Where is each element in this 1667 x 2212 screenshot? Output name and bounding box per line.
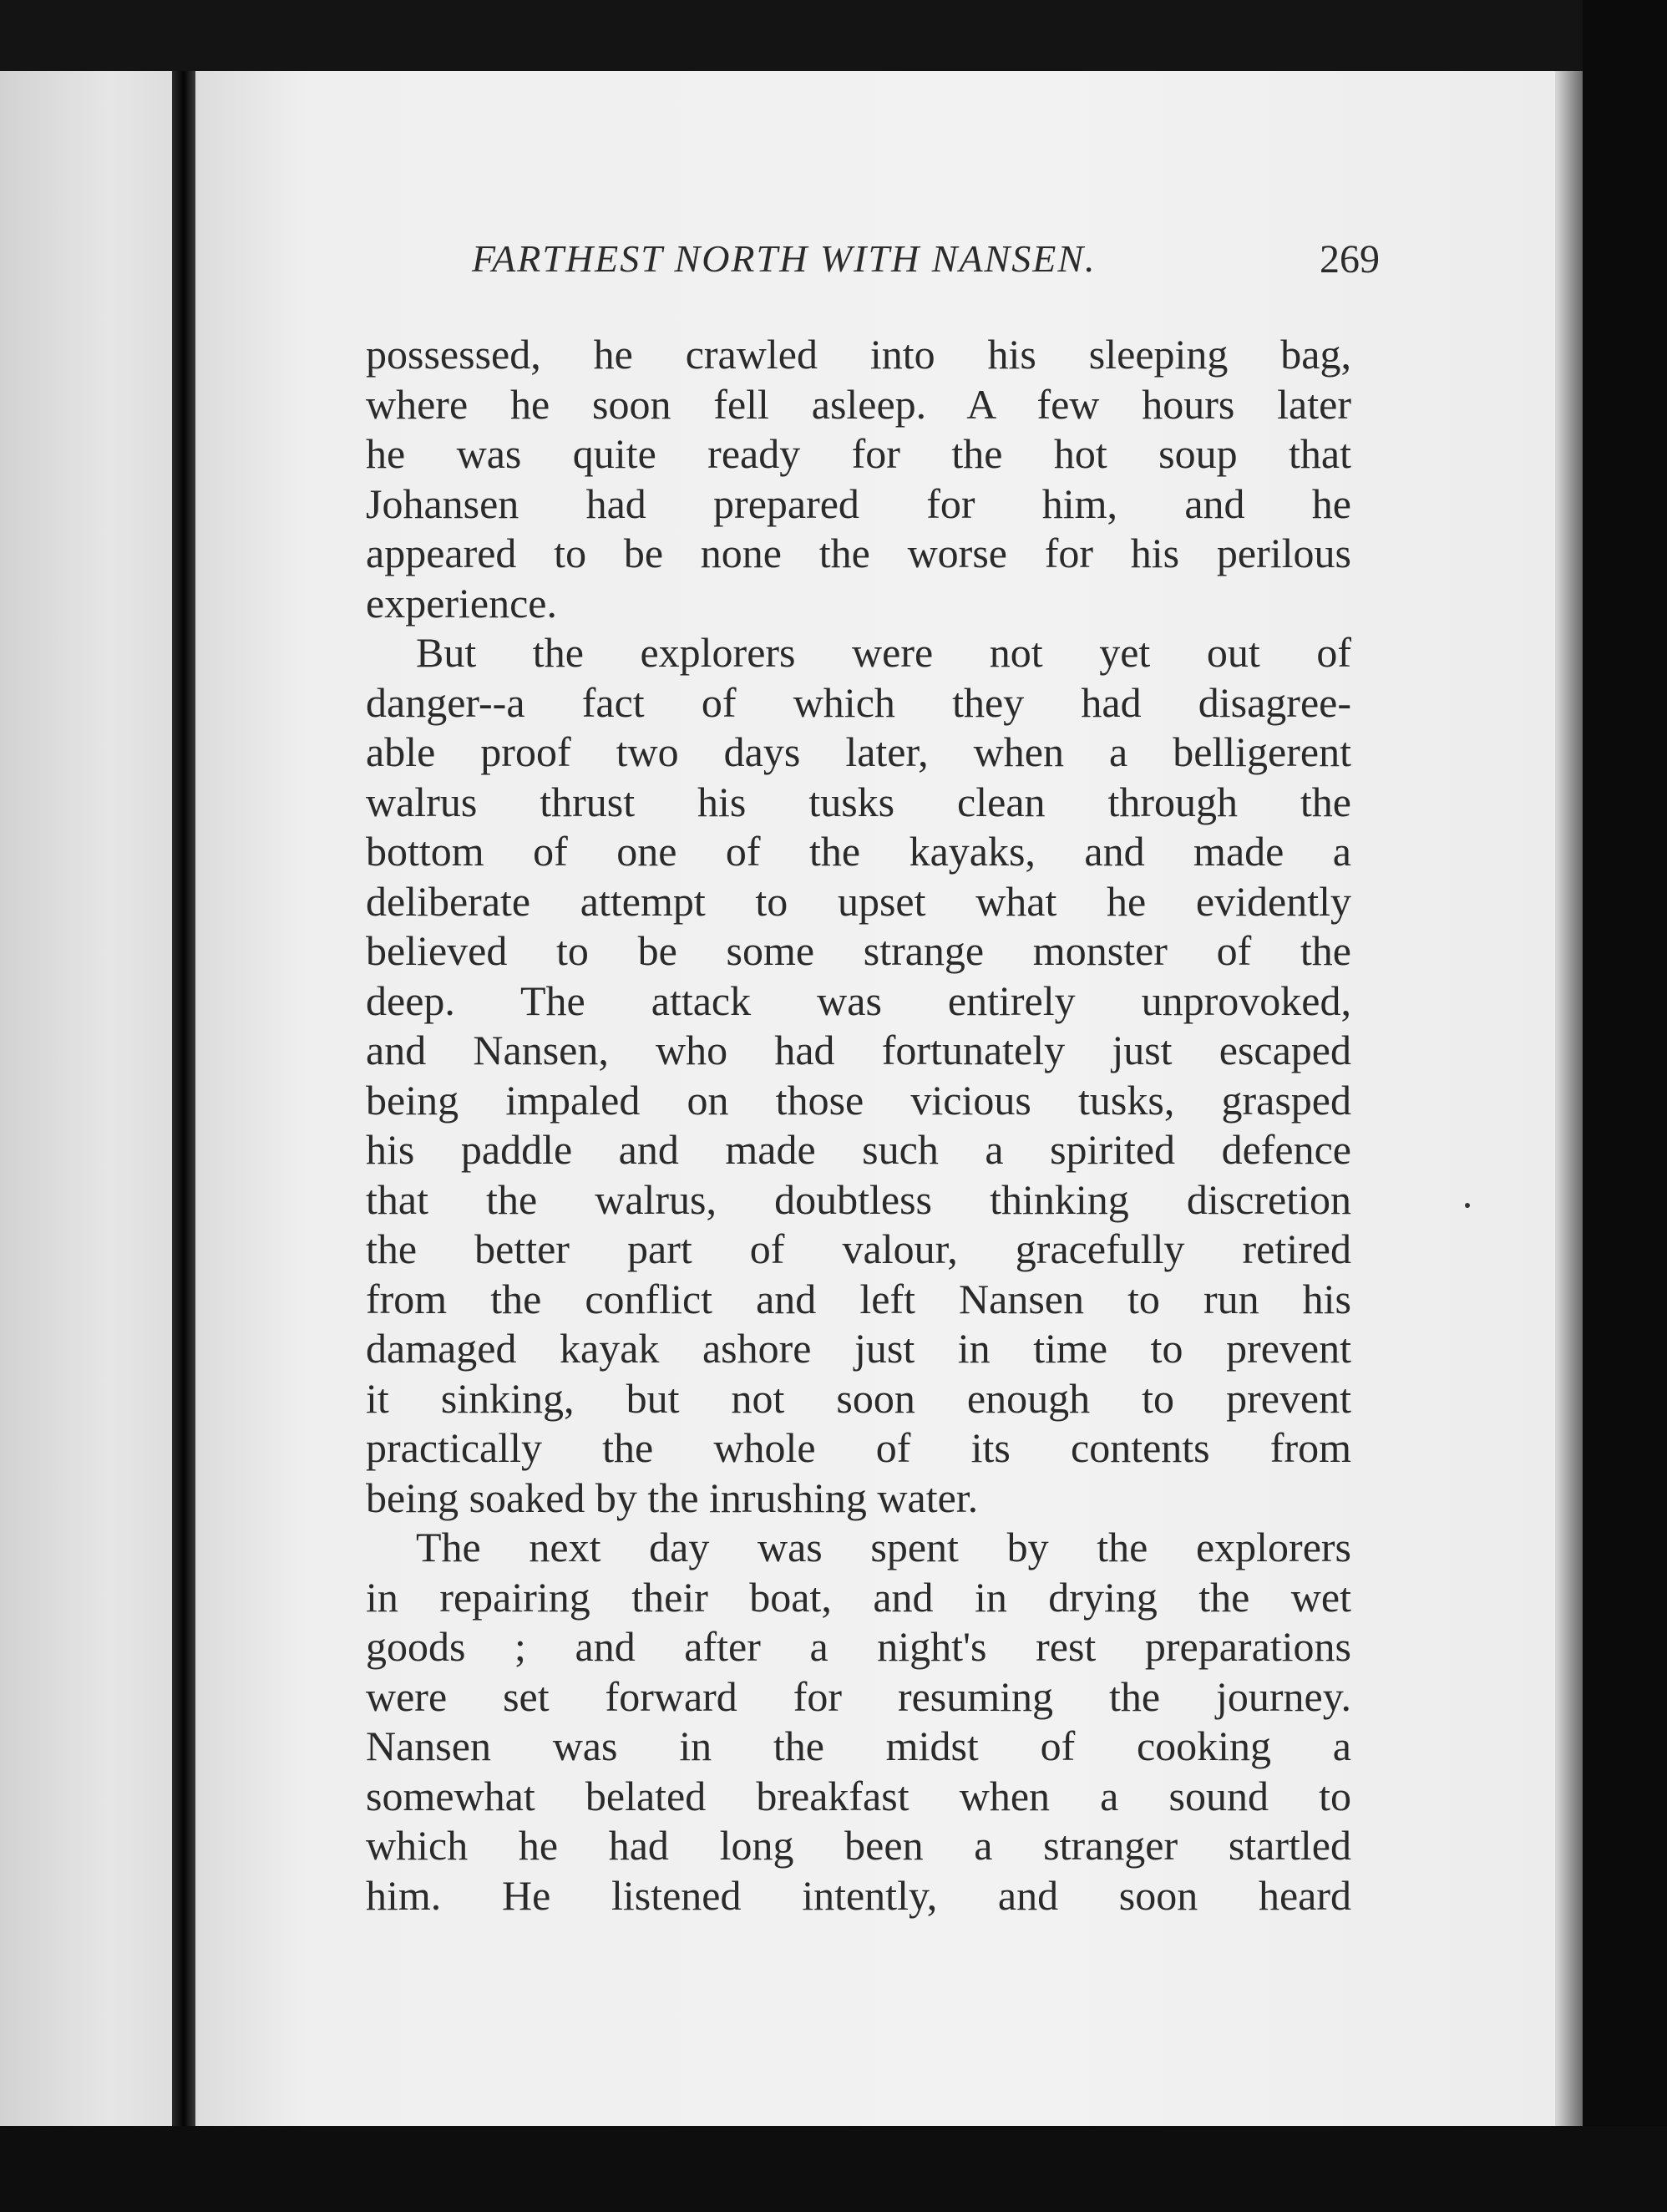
text-line: possessed, he crawled into his sleeping bag, — [366, 331, 1351, 378]
facing-page-edge — [0, 71, 182, 2126]
text-line: believed to be some strange monster of the — [366, 927, 1351, 974]
text-line: experience. — [366, 579, 558, 627]
text-line: deliberate attempt to upset what he evidently — [366, 877, 1351, 925]
text-line: somewhat belated breakfast when a sound to — [366, 1772, 1351, 1819]
text-line: being soaked by the inrushing water. — [366, 1474, 979, 1521]
text-line: Johansen had prepared for him, and he — [366, 479, 1351, 527]
dust-speck — [1465, 1203, 1470, 1208]
text-line: appeared to be none the worse for his perilous — [366, 530, 1351, 576]
text-line: which he had long been a stranger startled — [366, 1822, 1351, 1869]
text-line: where he soon fell asleep. A few hours later — [366, 380, 1351, 428]
body-text — [366, 330, 1351, 1920]
microfilm-border-top — [0, 0, 1667, 71]
text-line: damaged kayak ashore just in time to prevent — [366, 1325, 1351, 1372]
book-gutter — [172, 71, 195, 2126]
text-line: walrus thrust his tusks clean through the — [366, 778, 1351, 825]
text-line: goods ; and after a night's rest preparations — [366, 1623, 1351, 1670]
text-line: danger--a fact of which they had disagree- — [366, 678, 1351, 726]
microfilm-border-bottom — [0, 2126, 1667, 2212]
paragraph-start-line: The next day was spent by the explorers — [416, 1524, 1351, 1570]
text-line: were set forward for resuming the journey. — [366, 1672, 1351, 1720]
text-line: him. He listened intently, and soon heard — [366, 1871, 1351, 1919]
text-line: the better part of valour, gracefully retired — [366, 1225, 1351, 1272]
running-header: FARTHEST NORTH WITH NANSEN. — [472, 237, 1097, 280]
text-line: able proof two days later, when a belligerent — [366, 728, 1351, 775]
page-number: 269 — [1320, 237, 1380, 282]
text-line: deep. The attack was entirely unprovoked, — [366, 977, 1351, 1024]
text-line: and Nansen, who had fortunately just escaped — [366, 1027, 1351, 1073]
microfilm-border-right — [1583, 0, 1667, 2212]
page-edge-shadow — [1555, 71, 1583, 2126]
text-line: it sinking, but not soon enough to prevent — [366, 1374, 1351, 1422]
text-line: bottom of one of the kayaks, and made a — [366, 828, 1351, 875]
text-line: he was quite ready for the hot soup that — [366, 430, 1351, 477]
text-line: in repairing their boat, and in drying the wet — [366, 1573, 1351, 1621]
text-line: practically the whole of its contents from — [366, 1424, 1351, 1471]
text-line: his paddle and made such a spirited defence — [366, 1126, 1351, 1173]
paragraph-start-line: But the explorers were not yet out of — [416, 629, 1351, 676]
text-line: Nansen was in the midst of cooking a — [366, 1722, 1351, 1769]
text-line: that the walrus, doubtless thinking discretion — [366, 1175, 1351, 1223]
text-line: from the conflict and left Nansen to run his — [366, 1275, 1351, 1322]
text-line: being impaled on those vicious tusks, grasped — [366, 1076, 1351, 1124]
